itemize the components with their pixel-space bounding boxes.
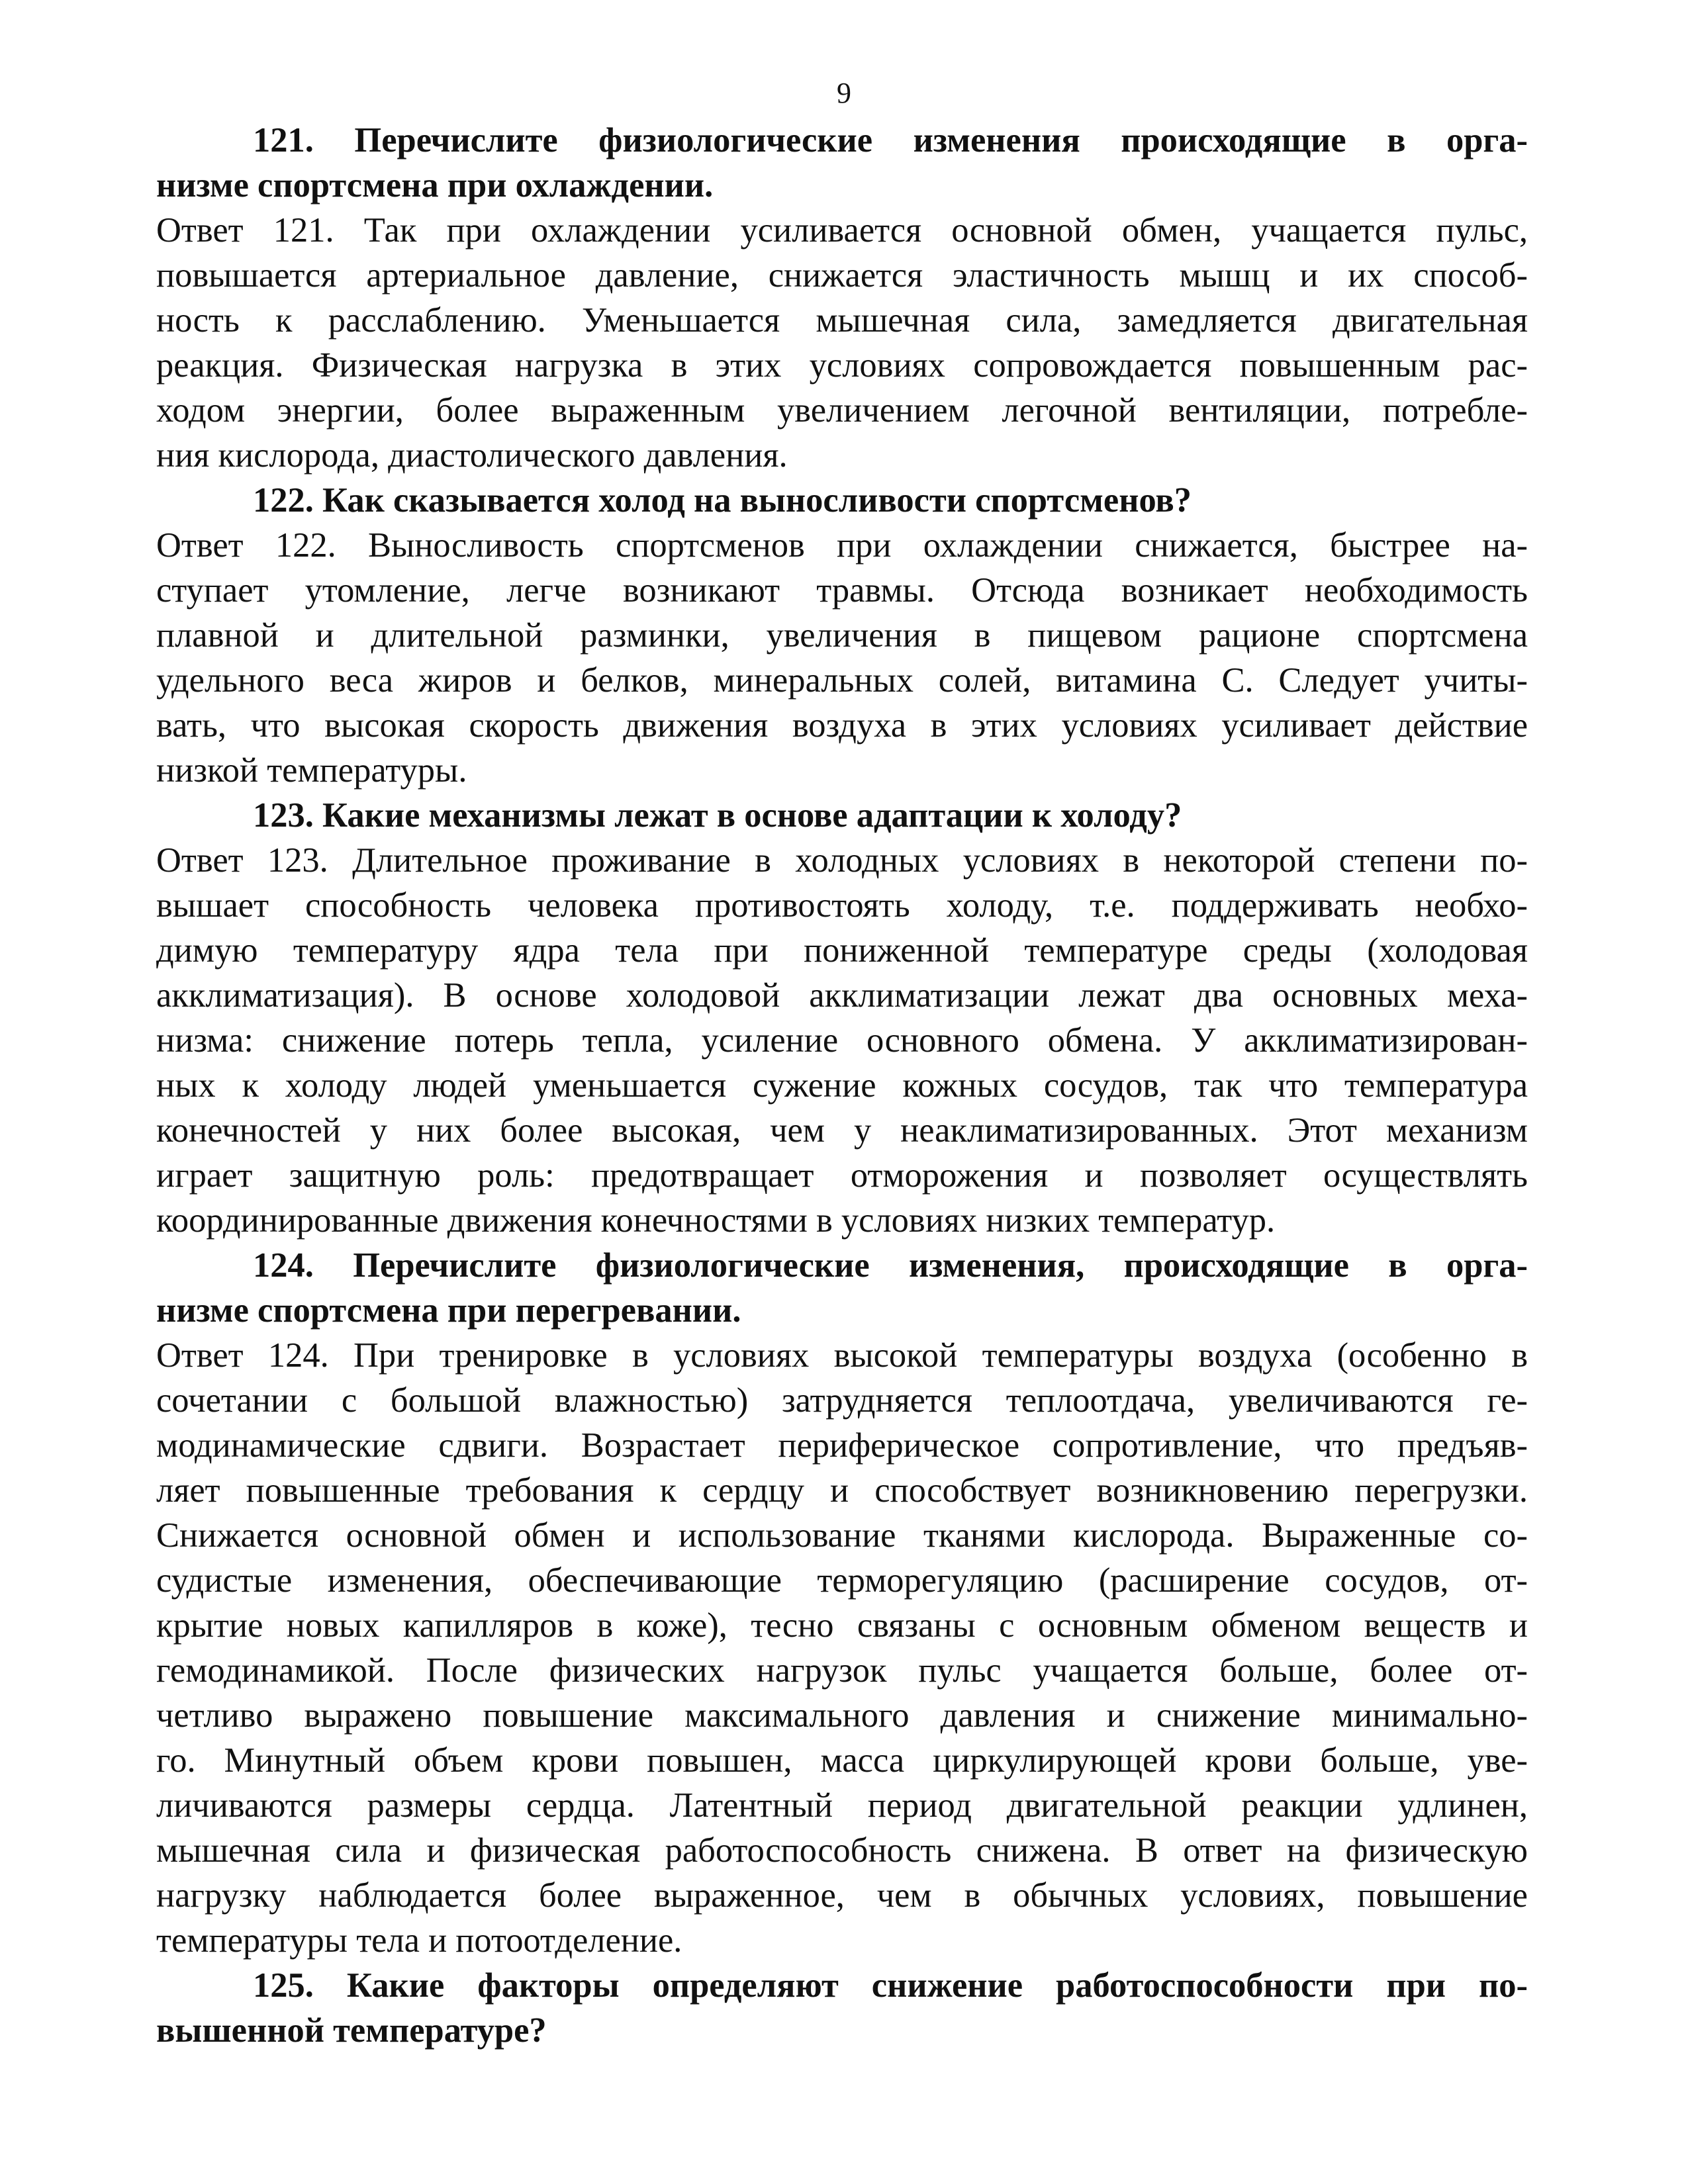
question-line: 121. Перечислите физиологические изменения происходящие в орга-	[253, 121, 1528, 159]
answer-line: четливо выражено повышение максимального давления и снижение минимально-	[156, 1696, 1528, 1735]
answer-line: гемодинамикой. После физических нагрузок пульс учащается больше, более от-	[156, 1651, 1528, 1690]
answer-line: нагрузку наблюдается более выраженное, чем в обычных условиях, повышение	[156, 1876, 1528, 1915]
answer-line: мышечная сила и физическая работоспособность снижена. В ответ на физическую	[156, 1831, 1528, 1870]
answer-line: личиваются размеры сердца. Латентный период двигательной реакции удлинен,	[156, 1786, 1528, 1825]
answer-line: низкой температуры.	[156, 751, 467, 790]
answer-line: Ответ 121. Так при охлаждении усиливается основной обмен, учащается пульс,	[156, 211, 1528, 250]
question-line: низме спортсмена при охлаждении.	[156, 166, 714, 205]
page-number: 9	[837, 77, 851, 109]
answer-line: ляет повышенные требования к сердцу и способствует возникновению перегрузки.	[156, 1471, 1528, 1510]
answer-line: ность к расслаблению. Уменьшается мышечная сила, замедляется двигательная	[156, 301, 1528, 340]
answer-line: конечностей у них более высокая, чем у неаклиматизированных. Этот механизм	[156, 1111, 1528, 1150]
answer-line: низма: снижение потерь тепла, усиление основного обмена. У акклиматизирован-	[156, 1021, 1528, 1060]
answer-line: играет защитную роль: предотвращает отморожения и позволяет осуществлять	[156, 1156, 1528, 1195]
answer-line: повышается артериальное давление, снижается эластичность мышц и их способ-	[156, 256, 1528, 295]
answer-line: крытие новых капилляров в коже), тесно связаны с основным обменом веществ и	[156, 1606, 1528, 1645]
question-line: низме спортсмена при перегревании.	[156, 1291, 741, 1330]
answer-line: сочетании с большой влажностью) затрудняется теплоотдача, увеличиваются ге-	[156, 1381, 1528, 1420]
answer-line: реакция. Физическая нагрузка в этих условиях сопровождается повышенным рас-	[156, 346, 1528, 385]
answer-line: вать, что высокая скорость движения воздуха в этих условиях усиливает действие	[156, 706, 1528, 745]
question-line: 125. Какие факторы определяют снижение работоспособности при по-	[253, 1966, 1528, 2005]
answer-line: го. Минутный объем крови повышен, масса циркулирующей крови больше, уве-	[156, 1741, 1528, 1780]
answer-line: вышает способность человека противостоять холоду, т.е. поддерживать необхо-	[156, 886, 1528, 925]
answer-line: Ответ 124. При тренировке в условиях высокой температуры воздуха (особенно в	[156, 1336, 1528, 1375]
answer-line: ных к холоду людей уменьшается сужение кожных сосудов, так что температура	[156, 1066, 1528, 1105]
question-line: 123. Какие механизмы лежат в основе адаптации к холоду?	[253, 796, 1182, 835]
answer-line: Снижается основной обмен и использование тканями кислорода. Выраженные со-	[156, 1516, 1528, 1555]
answer-line: плавной и длительной разминки, увеличения в пищевом рационе спортсмена	[156, 616, 1528, 655]
answer-line: координированные движения конечностями в условиях низких температур.	[156, 1201, 1276, 1240]
answer-line: ния кислорода, диастолического давления.	[156, 436, 788, 475]
question-line: 122. Как сказывается холод на выносливости спортсменов?	[253, 481, 1192, 520]
answer-line: Ответ 123. Длительное проживание в холодных условиях в некоторой степени по-	[156, 841, 1528, 880]
page-body	[156, 118, 1528, 2053]
answer-line: температуры тела и потоотделение.	[156, 1921, 682, 1960]
question-line: 124. Перечислите физиологические изменения, происходящие в орга-	[253, 1246, 1528, 1285]
answer-line: ступает утомление, легче возникают травмы. Отсюда возникает необходимость	[156, 571, 1528, 610]
answer-line: ходом энергии, более выраженным увеличением легочной вентиляции, потребле-	[156, 391, 1528, 430]
answer-line: модинамические сдвиги. Возрастает периферическое сопротивление, что предъяв-	[156, 1426, 1528, 1465]
answer-line: Ответ 122. Выносливость спортсменов при охлаждении снижается, быстрее на-	[156, 526, 1528, 565]
answer-line: судистые изменения, обеспечивающие терморегуляцию (расширение сосудов, от-	[156, 1561, 1528, 1600]
answer-line: удельного веса жиров и белков, минеральных солей, витамина С. Следует учиты-	[156, 661, 1528, 700]
answer-line: акклиматизация). В основе холодовой акклиматизации лежат два основных меха-	[156, 976, 1528, 1015]
question-line: вышенной температуре?	[156, 2011, 547, 2050]
answer-line: димую температуру ядра тела при пониженной температуре среды (холодовая	[156, 931, 1528, 970]
